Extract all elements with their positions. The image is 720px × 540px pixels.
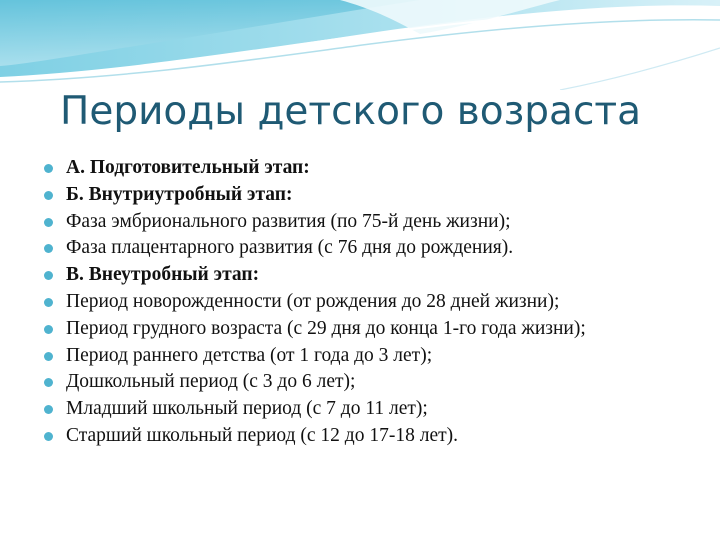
bullet-item bbox=[44, 423, 694, 450]
bullet-dot-icon bbox=[44, 405, 53, 414]
bullet-item bbox=[44, 316, 694, 343]
slide-title: Периоды детского возраста bbox=[60, 89, 642, 134]
bullet-dot-icon bbox=[44, 218, 53, 227]
bullet-item bbox=[44, 182, 694, 209]
bullet-text: Фаза эмбрионального развития (по 75-й день жизни); bbox=[66, 210, 511, 232]
bullet-dot-icon bbox=[44, 325, 53, 334]
bullet-dot-icon bbox=[44, 164, 53, 173]
bullet-dot-icon bbox=[44, 271, 53, 280]
bullet-item bbox=[44, 289, 694, 316]
bullet-item bbox=[44, 343, 694, 370]
bullet-text: Старший школьный период (с 12 до 17-18 лет). bbox=[66, 424, 458, 446]
bullet-list bbox=[44, 155, 694, 450]
bullet-item bbox=[44, 262, 694, 289]
bullet-text: Период грудного возраста (с 29 дня до конца 1-го года жизни); bbox=[66, 317, 586, 339]
bullet-text: Младший школьный период (с 7 до 11 лет); bbox=[66, 398, 428, 420]
bullet-dot-icon bbox=[44, 378, 53, 387]
bullet-item bbox=[44, 396, 694, 423]
bullet-text: Фаза плацентарного развития (с 76 дня до рождения). bbox=[66, 237, 514, 259]
bullet-item bbox=[44, 235, 694, 262]
bullet-text: Период новорожденности (от рождения до 28 дней жизни); bbox=[66, 290, 560, 312]
bullet-dot-icon bbox=[44, 191, 53, 200]
bullet-text: Период раннего детства (от 1 года до 3 лет); bbox=[66, 344, 433, 366]
bullet-item bbox=[44, 155, 694, 182]
bullet-text: В. Внеутробный этап: bbox=[66, 264, 260, 286]
bullet-dot-icon bbox=[44, 352, 53, 361]
bullet-dot-icon bbox=[44, 244, 53, 253]
header-wave-decoration bbox=[0, 0, 720, 90]
bullet-text: Б. Внутриутробный этап: bbox=[66, 183, 293, 205]
bullet-dot-icon bbox=[44, 432, 53, 441]
bullet-text: А. Подготовительный этап: bbox=[66, 157, 310, 178]
bullet-item bbox=[44, 209, 694, 236]
bullet-text: Дошкольный период (с 3 до 6 лет); bbox=[66, 371, 356, 393]
bullet-dot-icon bbox=[44, 298, 53, 307]
bullet-item bbox=[44, 369, 694, 396]
